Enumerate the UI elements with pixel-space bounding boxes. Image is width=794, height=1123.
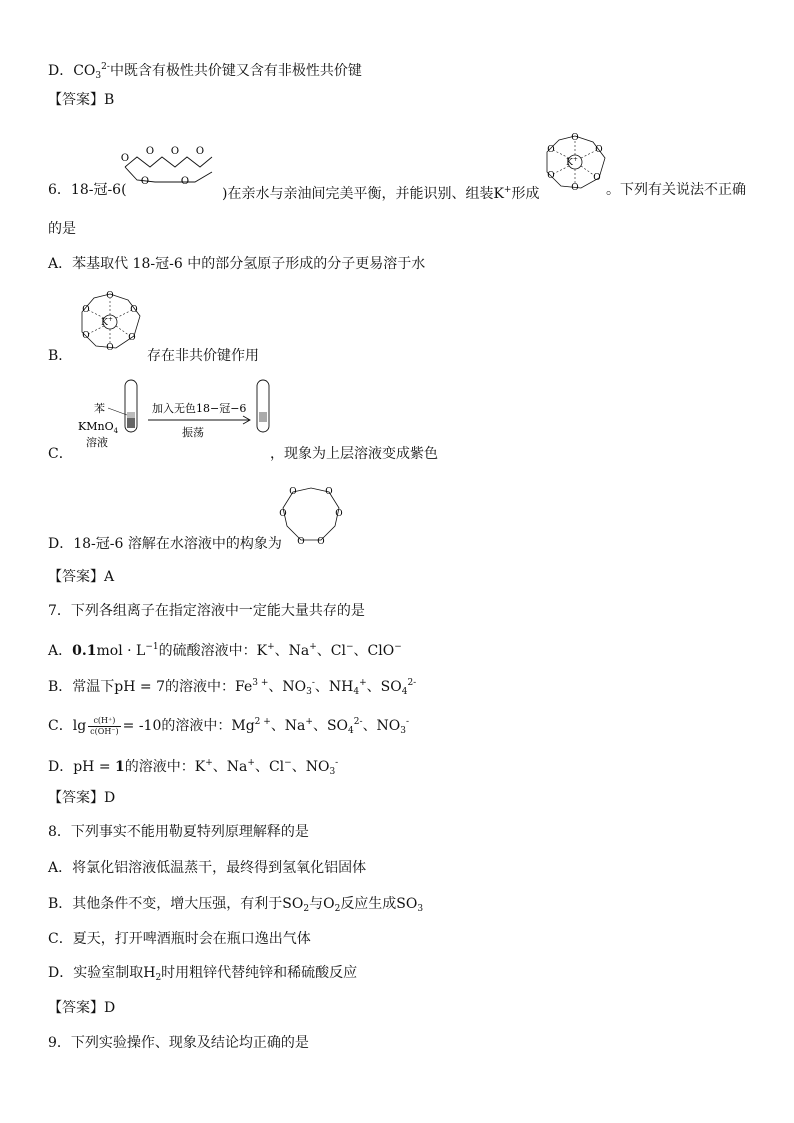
o-atom: O — [140, 176, 150, 187]
o-atom: O — [120, 153, 130, 164]
crown-ether-structure-inline — [115, 142, 225, 192]
q8-answer: 【答案】D — [48, 1000, 116, 1016]
diagram-label-kmno4: KMnO$_4$ — [78, 420, 119, 435]
q7-answer: 【答案】D — [48, 790, 116, 806]
q7-option-a: A．$0.1mol \cdot L^{-1}$的硫酸溶液中：K+、Na+、Cl−、ClO− — [48, 642, 402, 659]
q6-answer: 【答案】A — [48, 569, 115, 585]
experiment-diagram — [78, 378, 290, 450]
q6-stem-part1: 6．18-冠-6( — [48, 182, 127, 198]
svg-text:O: O — [593, 173, 601, 183]
superscript: 2- — [101, 62, 110, 72]
svg-text:O: O — [335, 509, 343, 519]
superscript: + — [503, 185, 512, 195]
q6-option-b-text: 存在非共价键作用 — [147, 348, 259, 364]
diagram-label-shake: 振荡 — [182, 426, 204, 439]
svg-text:O: O — [297, 537, 305, 547]
q5-answer: 【答案】B — [48, 92, 115, 108]
subscript: 3 — [95, 71, 102, 81]
q8-option-b: B．其他条件不变，增大压强，有利于$SO_2$与$O_2$反应生成$SO_3$ — [48, 896, 424, 914]
q6-stem-part2: )在亲水与亲油间完美平衡，并能识别、组装K+形成 — [222, 185, 540, 202]
q7-stem: 7．下列各组离子在指定溶液中一定能大量共存的是 — [48, 603, 365, 619]
diagram-label-benzene: 苯 — [94, 402, 105, 415]
crown-ether-k-complex-inline — [535, 128, 615, 198]
svg-text:O: O — [106, 291, 114, 301]
svg-text:O: O — [82, 331, 90, 341]
svg-text:O: O — [279, 509, 287, 519]
q6-stem-part3: 。下列有关说法不正确 — [606, 182, 746, 198]
o-atom: O — [170, 146, 180, 157]
svg-text:O: O — [128, 333, 136, 343]
q8-stem: 8．下列事实不能用勒夏特列原理解释的是 — [48, 824, 309, 840]
q8-option-d: D．实验室制取$H_2$时用粗锌代替纯锌和稀硫酸反应 — [48, 965, 358, 983]
diagram-label-add: 加入无色18−冠−6 — [152, 402, 247, 415]
diagram-label-solution: 溶液 — [86, 436, 108, 449]
q6-stem-part4: 的是 — [48, 221, 76, 237]
q6-option-c-label: C． — [48, 446, 73, 462]
svg-text:O: O — [325, 487, 333, 497]
o-atom: O — [180, 176, 190, 187]
o-atom: O — [145, 146, 155, 157]
q9-stem: 9．下列实验操作、现象及结论均正确的是 — [48, 1035, 309, 1051]
svg-text:O: O — [82, 305, 90, 315]
svg-text:O: O — [547, 145, 555, 155]
svg-text:O: O — [130, 305, 138, 315]
o-atom: O — [195, 146, 205, 157]
q6-option-d: D．18-冠-6 溶解在水溶液中的构象为 — [48, 536, 282, 552]
svg-text:O: O — [595, 145, 603, 155]
q8-option-a: A．将氯化铝溶液低温蒸干，最终得到氢氧化铝固体 — [48, 860, 367, 876]
q6-option-b-label: B． — [48, 348, 73, 364]
svg-text:O: O — [571, 133, 579, 143]
svg-text:O: O — [317, 537, 325, 547]
k-ion: K+ — [101, 316, 113, 328]
k-ion: K+ — [566, 156, 578, 168]
q7-option-d: D．pH = 1的溶液中：K+、Na+、Cl−、$NO_3^-$ — [48, 758, 339, 777]
svg-text:O: O — [571, 183, 579, 193]
q7-option-b: B．常温下pH = 7的溶液中：$Fe^{3 +}$、$NO_3^-$、$NH_4^+$、$SO_4^{2-}$ — [48, 678, 417, 697]
q5-option-d: D．$CO_3^{2-}$中既含有极性共价键又含有非极性共价键 — [48, 62, 362, 81]
svg-text:O: O — [547, 171, 555, 181]
q6-option-a: A．苯基取代 18-冠-6 中的部分氢原子形成的分子更易溶于水 — [48, 256, 426, 272]
q8-option-c: C．夏天，打开啤酒瓶时会在瓶口逸出气体 — [48, 931, 311, 947]
svg-text:O: O — [289, 487, 297, 497]
crown-ether-conformation — [275, 484, 347, 548]
q7-option-c: C．lg $\frac{c(H^+)}{c(OH^-)}$ = -10的溶液中：$Mg^{2 +}$、Na+、$SO_4^{2-}$、$NO_3^-$ — [48, 715, 410, 736]
fraction: $\frac{c(H^+)}{c(OH^-)}$ — [90, 715, 119, 736]
q6-option-c-text: ，现象为上层溶液变成紫色 — [270, 446, 438, 462]
crown-ether-k-complex-option-b — [70, 286, 150, 358]
svg-text:O: O — [106, 343, 114, 353]
